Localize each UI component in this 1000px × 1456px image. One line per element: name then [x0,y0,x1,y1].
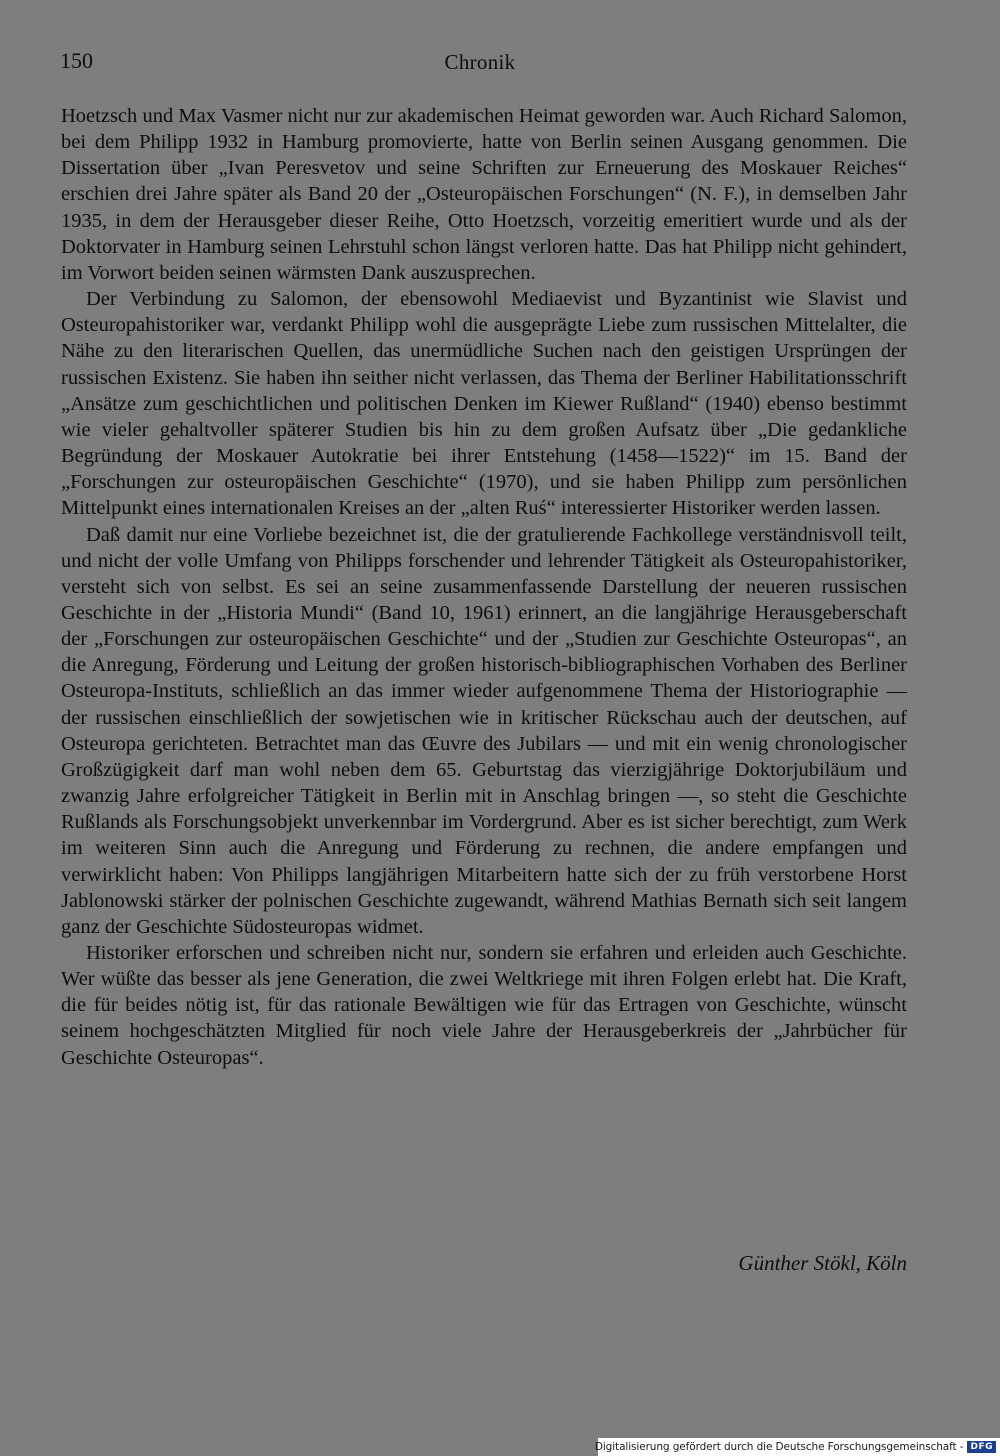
digitization-credit: Digitalisierung gefördert durch die Deutsche Forschungsgemeinschaft - [594,1441,964,1453]
body-text [61,103,907,1071]
digitization-credit-bar [594,1438,1000,1456]
paragraph: Daß damit nur eine Vorliebe bezeichnet ist, die der gratulierende Fachkollege verständnisvoll teilt, und nicht der volle Umfang von Philipps forschender und lehrender Tätigkeit als Osteuropahistoriker, versteht sich von selbst. Es sei an seine zusammenfassende Darstellung der neueren russischen Geschichte in der „Historia Mundi“ (Band 10, 1961) erinnert, an die langjährige Herausgeberschaft der „Forschungen zur osteuropäischen Geschichte“ und der „Studien zur Geschichte Osteuropas“, an die Anregung, Förderung und Leitung der großen historisch-bibliographischen Vorhaben des Berliner Osteuropa-Instituts, schließlich an das immer wieder aufgenommene Thema der Historiographie — der russischen einschließlich der sowjetischen wie in kritischer Rückschau auch der deutschen, auf Osteuropa gerichteten. Betrachtet man das Œuvre des Jubilars — und mit ein wenig chronologischer Großzügigkeit darf man wohl neben dem 65. Geburtstag das vierzigjährige Doktorjubiläum und zwanzig Jahre erfolgreicher Tätigkeit in Berlin mit in Anschlag bringen —, so steht die Geschichte Rußlands als Forschungsobjekt unverkennbar im Vordergrund. Aber es ist sicher berechtigt, zum Werk im weiteren Sinn auch die Anregung und Förderung zu rechnen, die andere empfangen und verwirklicht haben: Von Philipps langjährigen Mitarbeitern hatte sich der zu früh verstorbene Horst Jablonowski stärker der polnischen Geschichte zugewandt, während Mathias Bernath sich seit langem ganz der Geschichte Südosteuropas widmet. [61,523,907,938]
paragraph: Der Verbindung zu Salomon, der ebensowohl Mediaevist und Byzantinist wie Slavist und Osteuropahistoriker war, verdankt Philipp wohl die ausgeprägte Liebe zum russischen Mittelalter, die Nähe zu den literarischen Quellen, das unermüdliche Suchen nach den geistigen Ursprüngen der russischen Existenz. Sie haben ihn seither nicht verlassen, das Thema der Berliner Habilitationsschrift „Ansätze zum geschichtlichen und politischen Denken im Kiewer Rußland“ (1940) ebenso bestimmt wie vieler gehaltvoller späterer Studien bis hin zu dem großen Aufsatz über „Die gedankliche Begründung der Moskauer Autokratie bei ihrer Entstehung (1458—1522)“ im 15. Band der „Forschungen zur osteuropäischen Geschichte“ (1970), und sie haben Philipp zum persönlichen Mittelpunkt eines internationalen Kreises an der „alten Ruś“ interessierter Historiker werden lassen. [61,288,907,520]
page-number: 150 [60,48,93,73]
paragraph: Historiker erforschen und schreiben nicht nur, sondern sie erfahren und erleiden auch Geschichte. Wer wüßte das besser als jene Generation, die zwei Weltkriege mit ihren Folgen erlebt hat. Die Kraft, die für beides nötig ist, für das rationale Bewältigen wie für das Ertragen von Geschichte, wünscht seinem hochgeschätzten Mitglied für noch viele Jahre der Herausgeberkreis der „Jahrbücher für Geschichte Osteuropas“. [61,942,907,1069]
author-signature: Günther Stökl, Köln [738,1251,907,1275]
dfg-logo-icon: DFG [967,1441,996,1453]
running-title: Chronik [444,50,516,74]
paragraph: Hoetzsch und Max Vasmer nicht nur zur akademischen Heimat geworden war. Auch Richard Salomon, bei dem Philipp 1932 in Hamburg promovierte, hatte von Berlin seinen Ausgang genommen. Die Dissertation über „Ivan Peresvetov und seine Schriften zur Erneuerung des Moskauer Reiches“ erschien drei Jahre später als Band 20 der „Osteuropäischen Forschungen“ (N. F.), in demselben Jahr 1935, in dem der Herausgeber dieser Reihe, Otto Hoetzsch, vorzeitig emeritiert wurde und als der Doktorvater in Hamburg seinen Lehrstuhl schon längst verloren hatte. Das hat Philipp nicht gehindert, im Vorwort beiden seinen wärmsten Dank auszusprechen. [61,105,907,284]
